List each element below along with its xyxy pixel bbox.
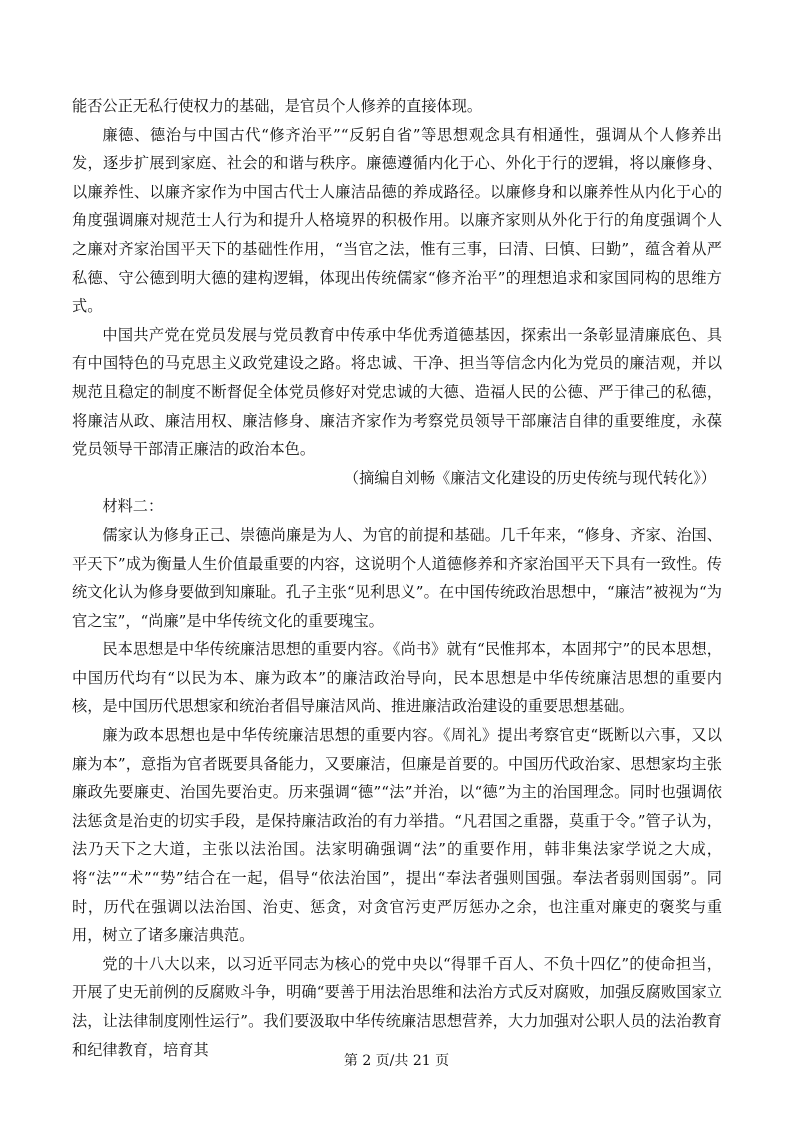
paragraph-minben: 民本思想是中华传统廉洁思想的重要内容。《尚书》就有“民惟邦本，本固邦宁”的民本思想，中国历代均有“以民为本、廉为政本”的廉洁政治导向，民本思想是中华传统廉洁思想的重要内核，是中国历代思想家和统治者倡导廉洁风尚、推进廉洁政治建设的重要思想基础。 (72, 640, 722, 716)
paragraph-confucian: 儒家认为修身正己、崇德尚廉是为人、为官的前提和基础。几千年来，“修身、齐家、治国、平天下”成为衡量人生价值最重要的内容，这说明个人道德修养和齐家治国平天下具有一致性。传统文化认为修身要做到知廉耻。孔子主张“见利思义”。在中国传统政治思想中，“廉洁”被视为“为官之宝”，“尚廉”是中华传统文化的重要瑰宝。 (72, 525, 722, 630)
paragraph-continuation: 能否公正无私行使权力的基础，是官员个人修养的直接体现。 (72, 97, 483, 115)
source-citation: （摘编自刘畅《廉洁文化建设的历史传统与现代转化》） (343, 468, 716, 487)
material-two-heading: 材料二： (102, 497, 164, 516)
paragraph-eighteenth-congress: 党的十八大以来，以习近平同志为核心的党中央以“得罪千百人、不负十四亿”的使命担当，开展了史无前例的反腐败斗争，明确“要善于用法治思维和法治方式反对腐败，加强反腐败国家立法，让法律制度刚性运行”。我们要汲取中华传统廉洁思想营养，大力加强对公职人员的法治教育和纪律教育，培育其 (72, 954, 722, 1059)
paragraph-party: 中国共产党在党员发展与党员教育中传承中华优秀道德基因，探索出一条彰显清廉底色、具有中国特色的马克思主义政党建设之路。将忠诚、干净、担当等信念内化为党员的廉洁观，并以规范且稳定的制度不断督促全体党员修好对党忠诚的大德、造福人民的公德、严于律己的私德，将廉洁从政、廉洁用权、廉洁修身、廉洁齐家作为考察党员领导干部廉洁自律的重要维度，永葆党员领导干部清正廉洁的政治本色。 (72, 325, 722, 459)
document-page (72, 92, 722, 1064)
paragraph-lian-de: 廉德、德治与中国古代“修齐治平”“反躬自省”等思想观念具有相通性，强调从个人修养出发，逐步扩展到家庭、社会的和谐与秩序。廉德遵循内化于心、外化于行的逻辑，将以廉修身、以廉养性、以廉齐家作为中国古代士人廉洁品德的养成路径。以廉修身和以廉养性从内化于心的角度强调廉对规范士人行为和提升人格境界的积极作用。以廉齐家则从外化于行的角度强调个人之廉对齐家治国平天下的基础性作用，“当官之法，惟有三事，曰清、曰慎、曰勤”，蕴含着从严私德、守公德到明大德的建构逻辑，体现出传统儒家“修齐治平”的理想追求和家国同构的思维方式。 (72, 125, 722, 316)
page-number-footer: 第 2 页/共 21 页 (343, 1053, 450, 1069)
paragraph-lianweizhengben: 廉为政本思想也是中华传统廉洁思想的重要内容。《周礼》提出考察官吏“既断以六事，又以廉为本”，意指为官者既要具备能力，又要廉洁，但廉是首要的。中国历代政治家、思想家均主张廉政先要廉吏、治国先要治吏。历来强调“德”“法”并治，以“德”为主的治国理念。同时也强调依法惩贪是治吏的切实手段，是保持廉洁政治的有力举措。“凡君国之重器，莫重于令。”管子认为，法乃天下之大道，主张以法治国。法家明确强调“法”的重要作用，韩非集法家学说之大成，将“法”“术”“势”结合在一起，倡导“依法治国”，提出“奉法者强则国强。奉法者弱则国弱”。同时，历代在强调以法治国、治吏、惩贪，对贪官污吏严厉惩办之余，也注重对廉吏的褒奖与重用，树立了诸多廉洁典范。 (72, 726, 722, 945)
